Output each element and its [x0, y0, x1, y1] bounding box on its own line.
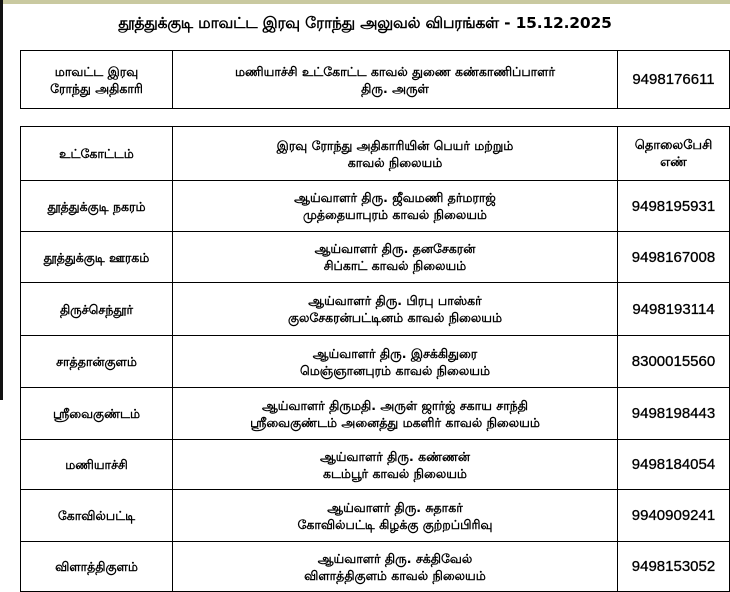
station-name: சிப்காட் காவல் நிலையம்: [323, 258, 467, 273]
phone-cell: 9498153052: [618, 542, 730, 592]
officer-cell: [173, 336, 618, 388]
role-cell: [21, 51, 173, 109]
header-officer: [173, 127, 618, 181]
station-name: ஸ்ரீவைகுண்டம் அனைத்து மகளிர் காவல் நிலையம்: [250, 414, 540, 430]
station-name: முத்தையாபுரம் காவல் நிலையம்: [303, 207, 487, 222]
officer-cell: [173, 181, 618, 232]
phone-cell: 9940909241: [618, 490, 730, 542]
table-row: [21, 440, 730, 490]
page-title: தூத்துக்குடி மாவட்ட இரவு ரோந்து அலுவல் விபரங்கள் - 15.12.2025: [118, 14, 612, 32]
table-row: [21, 283, 730, 336]
officer-cell: [173, 440, 618, 490]
officer-name: ஆய்வாளர் திரு. ஜீவமணி தர்மராஜ்: [294, 190, 496, 205]
phone-cell: 9498167008: [618, 232, 730, 283]
district-officer-table: [20, 50, 730, 109]
subdivision-cell: தூத்துக்குடி ஊரகம்: [21, 232, 173, 283]
district-officer-row: [21, 51, 730, 109]
table-row: [21, 181, 730, 232]
officer-name: ஆய்வாளர் திரு. பிரபு பாஸ்கர்: [308, 293, 482, 308]
table-row: [21, 232, 730, 283]
header-row: [21, 127, 730, 181]
subdivision-cell: மணியாச்சி: [21, 440, 173, 490]
subdivision-cell: ஸ்ரீவைகுண்டம்: [21, 388, 173, 440]
left-edge-bar: [0, 0, 3, 400]
subdivision-cell: விளாத்திகுளம்: [21, 542, 173, 592]
station-name: குலசேகரன்பட்டினம் காவல் நிலையம்: [287, 310, 503, 325]
phone-cell: 8300015560: [618, 336, 730, 388]
phone-cell: 9498193114: [618, 283, 730, 336]
station-name: விளாத்திகுளம் காவல் நிலையம்: [304, 567, 486, 583]
header-subdivision: உட்கோட்டம்: [21, 127, 173, 181]
top-border-strip: [0, 0, 730, 4]
officer-cell: [173, 490, 618, 542]
officer-name: ஆய்வாளர் திரு. சக்திவேல்: [317, 550, 473, 566]
officer-line-1: மணியாச்சி உட்கோட்ட காவல் துணை கண்காணிப்பாளர்: [234, 63, 555, 79]
subdivision-cell: சாத்தான்குளம்: [21, 336, 173, 388]
station-name: மெஞ்ஞானபுரம் காவல் நிலையம்: [299, 362, 490, 378]
officer-name: ஆய்வாளர் திரு. இசக்கிதுரை: [312, 345, 478, 361]
officer-line-2: திரு. அருள்: [361, 80, 429, 96]
header-phone-line-2: எண்: [660, 154, 687, 170]
table-row: [21, 388, 730, 440]
phone-cell: 9498184054: [618, 440, 730, 490]
officer-name: ஆய்வாளர் திருமதி. அருள் ஜார்ஜ் சகாய சாந்தி: [261, 397, 528, 413]
header-officer-line-1: இரவு ரோந்து அதிகாரியின் பெயர் மற்றும்: [276, 137, 514, 153]
officer-name: ஆய்வாளர் திரு. கண்ணன்: [319, 448, 471, 464]
subdivision-cell: திருச்செந்தூர்: [21, 283, 173, 336]
officer-cell: [173, 51, 618, 109]
station-name: கோவில்பட்டி கிழக்கு குற்றப்பிரிவு: [297, 516, 493, 532]
phone-cell: 9498176611: [618, 51, 730, 109]
phone-cell: 9498198443: [618, 388, 730, 440]
role-line-2: ரோந்து அதிகாரி: [50, 80, 143, 96]
header-officer-line-2: காவல் நிலையம்: [347, 154, 443, 170]
role-line-1: மாவட்ட இரவு: [54, 63, 139, 79]
phone-cell: 9498195931: [618, 181, 730, 232]
subdivision-cell: கோவில்பட்டி: [21, 490, 173, 542]
officer-cell: [173, 232, 618, 283]
table-row: [21, 336, 730, 388]
table-row: [21, 542, 730, 592]
table-row: [21, 490, 730, 542]
officer-cell: [173, 542, 618, 592]
officer-cell: [173, 388, 618, 440]
patrol-table: [20, 126, 730, 592]
header-phone: [618, 127, 730, 181]
subdivision-cell: தூத்துக்குடி நகரம்: [21, 181, 173, 232]
officer-name: ஆய்வாளர் திரு. தனசேகரன்: [314, 241, 476, 256]
officer-cell: [173, 283, 618, 336]
officer-name: ஆய்வாளர் திரு. சுதாகர்: [327, 499, 463, 515]
station-name: கடம்பூர் காவல் நிலையம்: [322, 465, 467, 481]
header-phone-line-1: தொலைபேசி: [634, 137, 713, 153]
